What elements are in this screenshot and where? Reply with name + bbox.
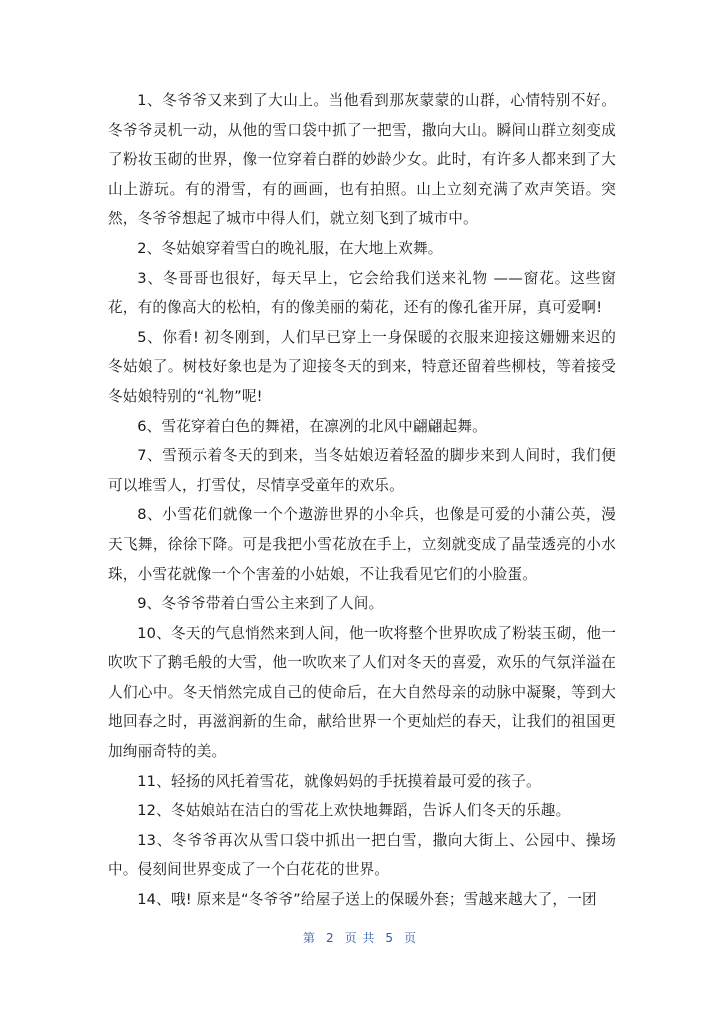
paragraph-10: 10、冬天的气息悄然来到人间，他一吹将整个世界吹成了粉装玉砌，他一吹吹下了鹅毛般的大雪，他一吹吹来了人们对冬天的喜爱，欢乐的气氛洋溢在人们心中。冬天悄然完成自己的使命后，在大自然母亲的动脉中凝聚，等到大地回春之时，再滋润新的生命，献给世界一个更灿烂的春天，让我们的祖国更加绚丽奇特的美。 xyxy=(108,624,616,761)
paragraph-7: 7、雪预示着冬天的到来，当冬姑娘迈着轻盈的脚步来到人间时，我们便可以堆雪人，打雪仗，尽情享受童年的欢乐。 xyxy=(108,447,616,494)
paragraph-11: 11、轻扬的风托着雪花，就像妈妈的手抚摸着最可爱的孩子。 xyxy=(137,772,541,790)
page-footer xyxy=(0,929,720,946)
paragraph-12: 12、冬姑娘站在洁白的雪花上欢快地舞蹈，告诉人们冬天的乐趣。 xyxy=(137,802,571,820)
document-body xyxy=(108,86,616,915)
paragraph-1: 1、冬爷爷又来到了大山上。当他看到那灰蒙蒙的山群，心情特别不好。冬爷爷灵机一动，从他的雪口袋中抓了一把雪，撒向大山。瞬间山群立刻变成了粉妆玉砌的世界，像一位穿着白群的妙龄少女。此时，有许多人都来到了大山上游玩。有的滑雪，有的画画，也有拍照。山上立刻充满了欢声笑语。突然，冬爷爷想起了城市中得人们，就立刻飞到了城市中。 xyxy=(108,92,616,228)
paragraph-13: 13、冬爷爷再次从雪口袋中抓出一把白雪，撒向大街上、公园中、操场中。侵刻间世界变成了一个白花花的世界。 xyxy=(108,831,616,879)
footer-page-end: 页 xyxy=(404,931,418,945)
footer-current-page: 2 xyxy=(325,931,335,945)
paragraph-8: 8、小雪花们就像一个个遨游世界的小伞兵，也像是可爱的小蒲公英，漫天飞舞，徐徐下降。可是我把小雪花放在手上，立刻就变成了晶莹透亮的小水珠，小雪花就像一个个害羞的小姑娘，不让我看见它们的小脸蛋。 xyxy=(108,506,616,583)
paragraph-5: 5、你看! 初冬刚到，人们早已穿上一身保暖的衣服来迎接这姗姗来迟的冬姑娘了。树枝好象也是为了迎接冬天的到来，特意还留着些柳枝，等着接受冬姑娘特别的“礼物”呢! xyxy=(108,328,616,405)
paragraph-6: 6、雪花穿着白色的舞裙，在凛冽的北风中翩翩起舞。 xyxy=(137,417,487,435)
footer-page-mid: 页 共 xyxy=(344,931,376,945)
paragraph-14: 14、哦! 原来是“冬爷爷”给屋子送上的保暖外套；雪越来越大了，一团 xyxy=(137,891,597,909)
footer-total-pages: 5 xyxy=(385,931,395,945)
footer-page-word: 第 xyxy=(302,931,316,945)
paragraph-2: 2、冬姑娘穿着雪白的晚礼服，在大地上欢舞。 xyxy=(137,239,443,257)
paragraph-3: 3、冬哥哥也很好，每天早上，它会给我们送来礼物 ——窗花。这些窗花，有的像高大的松柏，有的像美丽的菊花，还有的像孔雀开屏，真可爱啊! xyxy=(108,269,616,317)
paragraph-9: 9、冬爷爷带着白雪公主来到了人间。 xyxy=(137,595,384,613)
